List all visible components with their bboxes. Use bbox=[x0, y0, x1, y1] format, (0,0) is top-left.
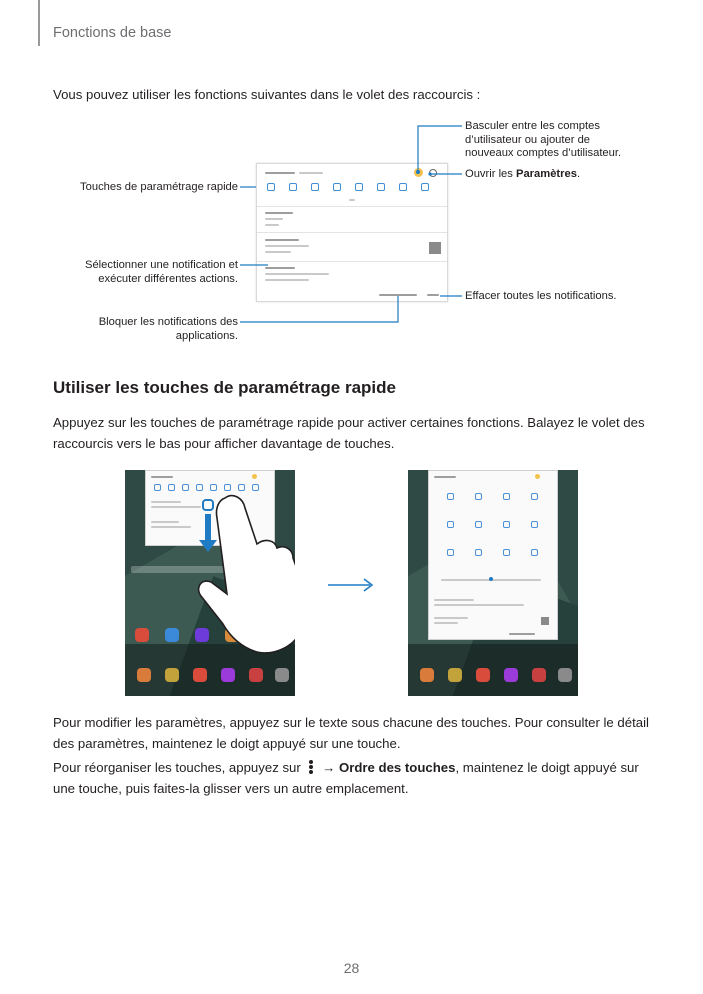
tablet-screenshot-collapsed bbox=[125, 470, 295, 696]
label-switch-account: Basculer entre les comptes d’utilisateur ou ajouter de nouveaux comptes d’utilisateur. bbox=[465, 120, 622, 159]
kebab-menu-icon bbox=[306, 759, 316, 775]
hand-swipe-icon bbox=[125, 470, 295, 696]
label-clear-all: Effacer toutes les notifications. bbox=[465, 290, 617, 302]
label-quick-settings: Touches de paramétrage rapide bbox=[80, 181, 238, 193]
label-open-settings: Ouvrir les Paramètres. bbox=[465, 168, 581, 180]
arrow-right-icon bbox=[328, 578, 378, 592]
intro-paragraph: Vous pouvez utiliser les fonctions suivantes dans le volet des raccourcis : bbox=[53, 87, 481, 102]
section-paragraph: Appuyez sur les touches de paramétrage rapide pour activer certaines fonctions. Balayez le volet des raccourcis vers le bas pour afficher davantage de touches. bbox=[53, 415, 645, 451]
instructions-paragraph-2: Pour réorganiser les touches, appuyez sur → Ordre des touches, maintenez le doigt appuyé sur une touche, puis faites-la glisser vers un autre emplacement. bbox=[53, 760, 639, 796]
section-header: Fonctions de base bbox=[53, 25, 172, 41]
instructions-paragraph-1: Pour modifier les paramètres, appuyez sur le texte sous chacune des touches. Pour consulter le détail des paramètres, maintenez le doigt appuyé sur une touche. bbox=[53, 715, 649, 751]
label-block-notifications: Bloquer les notifications des applications. bbox=[98, 316, 238, 342]
label-select-notification: Sélectionner une notification et exécuter différentes actions. bbox=[85, 259, 238, 285]
page-number: 28 bbox=[343, 960, 360, 976]
section-title: Utiliser les touches de paramétrage rapide bbox=[53, 378, 396, 397]
tablet-screenshot-expanded bbox=[408, 470, 578, 696]
